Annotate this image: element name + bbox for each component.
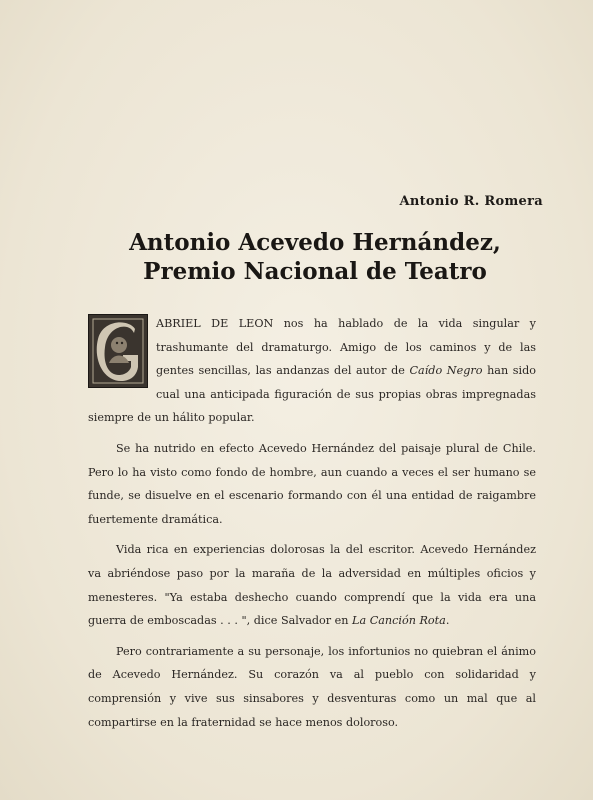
author-name: Antonio R. Romera	[399, 194, 543, 209]
title-line-2: Premio Nacional de Teatro	[143, 258, 487, 285]
drop-cap-illustration-icon	[88, 314, 148, 388]
paragraph-4: Pero contrariamente a su personaje, los infortunios no quiebran el ánimo de Acevedo Hernández. Su corazón va al pueblo con solidaridad y comprensión y vive sus sinsabores y desventuras como un mal que al compartirse en la fraternidad se hace menos doloroso.	[88, 644, 536, 729]
title-line-1: Antonio Acevedo Hernández,	[129, 229, 501, 256]
paragraph-3-text-b: .	[445, 614, 450, 628]
paragraph-3-text-a: Vida rica en experiencias dolorosas la del escritor. Acevedo Hernández va abriéndose paso por la maraña de la adversidad en múltiples oficios y menesteres. "Ya estaba deshecho cuando comprendí que la vida era una guerra de emboscadas . . . ", dice Salvador en	[88, 543, 536, 628]
work-title-caido-negro: Caído Negro	[409, 364, 483, 378]
article-body	[88, 312, 536, 741]
paragraph-2: Se ha nutrido en efecto Acevedo Hernández del paisaje plural de Chile. Pero lo ha visto como fondo de hombre, aun cuando a veces el ser humano se funde, se disuelve en el escenario formando con él una entidad de raigambre fuertemente dramática.	[88, 441, 536, 526]
work-title-la-cancion-rota: La Canción Rota	[352, 614, 446, 628]
paragraph-1-text-a: ABRIEL DE LEON nos ha hablado de la vida singular y trashumante del dramaturgo. Amigo de los caminos y de las gentes sencillas, las andanzas del autor de	[156, 317, 536, 378]
article-title	[100, 228, 530, 286]
paragraph-3	[88, 538, 536, 632]
paragraph-1	[88, 312, 536, 430]
paragraph-1-text-b: han sido cual una anticipada figuración de sus propias obras impregnadas siempre de un hálito popular.	[88, 364, 536, 425]
